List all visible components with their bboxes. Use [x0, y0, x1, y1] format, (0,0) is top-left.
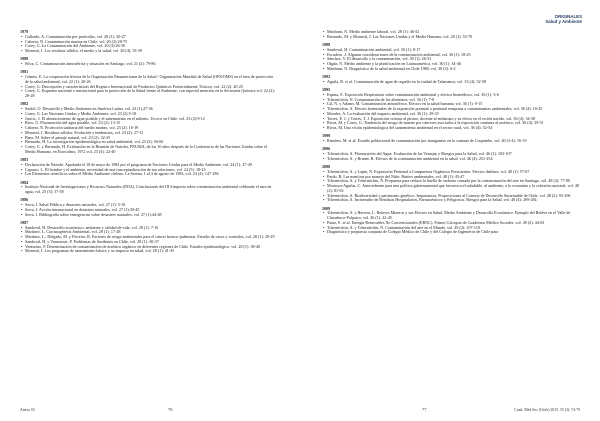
year-heading: 1982 [20, 101, 29, 107]
reference-list [20, 226, 276, 255]
page-number-left: 76 [168, 407, 173, 412]
reference-item: • Rivas, M. Una visión epidemiológica del saneamiento ambiental en el sector rural, vol. 36 (4): 52-54 [327, 126, 580, 131]
reference-item: • Tchernitchin, A. Fluoruración del Agua: Evaluación de las Ventajas y Riesgos para la Salud, vol. 46 (2): 103-107 [327, 152, 580, 157]
reference-list [20, 62, 276, 67]
reference-item: • Sarkel, O. Desarrollo y Medio Ambiente en América Latina, vol. 23 (1):27-36 [25, 107, 276, 112]
year-heading: 1999 [322, 133, 331, 139]
reference-item: • Bernardo, H. La investigación epidemiológica en salud ambiental, vol. 23 (2): 56-60 [25, 140, 276, 145]
reference-item: • Corey, G. La Contaminación del Ambiente, vol. 20 (3):26-30 [25, 44, 276, 49]
reference-list [20, 203, 276, 217]
reference-item: • Serra, I. Bibliografía sobre emergencias sobre desastres naturales, vol. 27 (1):44-48 [25, 213, 276, 218]
reference-item: • Tchernitchin, N. Contaminación de los alimentos, vol. 36 (1): 7-8 [327, 98, 580, 103]
reference-item: • Monreal, J. Los programas de saneamiento básico y su impacto en salud, vol. 28 (1): 41-45 [25, 249, 276, 254]
reference-item: • Tchernitchin, A. y Herrera, L. Relaves Mineros y sus Efectos en Salud, Medio Ambiente y Desarrollo Económico. Ejemplo del Relave en el Valle de Chacabuco-Polpaico, vol. 46 (1): 22-45 [327, 211, 580, 221]
reference-item: • Bernardo, M. y Monreal, J. Las Naciones Unidas y el Medio Humano, vol. 28 (1): 53-70 [327, 35, 580, 40]
reference-item: • Sandoval, H. Contaminación ambiental, vol. 30 (1): 8-17 [327, 48, 580, 53]
reference-item: • Morales, A. La evaluación del impacto ambiental, vol. 36 (1): 29-35 [327, 112, 580, 117]
reference-item: • Gallardo, A. Contaminación por pesticidas, vol. 20 (1): 20-27 [25, 35, 276, 40]
year-heading: 1979 [20, 29, 29, 34]
reference-item: • Cabrera, N. Contaminación marina en Chile, vol. 20 (2):28-75 [25, 40, 276, 45]
header-section-title: ORIGINALES [554, 14, 582, 19]
reference-item: • Silva, C. Contaminación atmosférica y situación en Santiago, vol. 21 (2): 79-86 [25, 62, 276, 67]
year-heading: 1987 [20, 219, 29, 225]
reference-item: • Sánchez, V. El desarrollo y la contaminación, vol. 30 (1): 26-33 [327, 57, 580, 62]
right-page-content [322, 30, 580, 235]
reference-item: • Manfrani, N. Medio ambiente laboral, vol. 28 (1): 46-52 [327, 30, 580, 35]
reference-item: • Corey, G. Descripción y características del Registro Internacional de Productos Químicos Potencialmente Tóxicos, vol. 22 (2): 20-25 [25, 85, 276, 90]
reference-item: • Juricic, J. El abastecimiento de agua potable y el saneamiento en el milenio. Un eco en Chile, vol. 23 (2):9-12 [25, 117, 276, 122]
footer-annex-label: Anexo 02 [20, 408, 35, 412]
year-heading: 2008 [322, 164, 331, 169]
reference-item: • Ramírez, M. et al. Estudio poblacional de contaminación por manganeso en la comuna de Coquimbo, vol. 40 (3-4): 16-19 [327, 139, 580, 144]
reference-item: • Sandoval, H. y Vanwasset, P. Problemas de Amibiasis en Chile, vol. 28 (1): 30-37 [25, 240, 276, 245]
reference-item: • Pautz, E. et al. Energía Renovables No Convencionales (ERNC). Primer Coloquio de Cuadernos Médico Sociales, vol. 49 (2): 44-63 [327, 221, 580, 226]
reference-item: • Monreal, J. Residuos sólidos: Evolución y tendencias, vol. 23 (2): 27-31 [25, 131, 276, 136]
reference-item: • Brox, G. Fluoruración del agua potable, vol. 23 (2): 13-15 [25, 121, 276, 126]
reference-list [20, 75, 276, 99]
reference-item: • Martínez, L. Carcinogénesis Ambiental, vol. 28 (1): 17-28 [25, 230, 276, 235]
reference-item: • Corey, G. y Bernardo, H. Evaluación en la Reunión de Nairobi, PNUMA, de los 10 años después de la Conferencia de las Naciones Unidas sobre el Medio Humano, en Estocolmo, 1972 vol. 23 (4): 22-40 [25, 145, 276, 155]
reference-item: • Tchernitchin, A. y Tchernitchin, N. Contaminación del aire en el Mundo, vol. 49 (2): 107-110 [327, 226, 580, 231]
reference-list [20, 163, 276, 177]
reference-item: • Montoya-Aguilar, C. Antecedentes para una política gubernamental que favorezca el saludable, al ambiente, a la economía y la cohesión nacional, vol. 48 (2): 81-92 [327, 184, 580, 194]
reference-list [322, 48, 580, 72]
year-heading: 1980 [20, 56, 29, 62]
reference-item: • Baez, M. Sobre el paisaje natural, vol. 23 (2): 32-35 [25, 136, 276, 141]
reference-list [322, 211, 580, 235]
section-header [545, 14, 582, 25]
year-heading: 1988 [322, 42, 331, 47]
reference-item: • Diagnóstico y propuesta conjunta de Colegio Médico de Chile y del Colegio de Ingenieros de Chile para [327, 230, 580, 235]
year-heading: 1984 [20, 179, 29, 185]
reference-item: • Tchernitchin, A. y Bruner, R. Efectos de la contaminación ambiental en la salud, vol. 46 (4): 251-254 [327, 157, 580, 162]
year-heading: 1983 [20, 157, 29, 162]
reference-item: • Cabrera, N. Protección sanitaria del medio marino, vol. 23 (2): 16-19 [25, 126, 276, 131]
reference-item: • Sandoval, H. Desarrollo económico, ambiente y calidad de vida, vol. 28 (1): 7-16 [25, 226, 276, 231]
reference-item: • Rivas, M. y Corey, G. Tendencia del riesgo de muerte por cánceres asociados a la exposición continua al arsénico, vol. 36 (4): 39-51 [327, 121, 580, 126]
reference-list [322, 30, 580, 40]
reference-list [20, 35, 276, 54]
reference-item: • Venturino, F. Determinación de contaminación de arsénico orgánico en diferentes regiones de Chile. Estudio epidemiológico, vol. 28 (1): 38-40 [25, 245, 276, 250]
year-heading: 2009 [322, 205, 331, 211]
year-heading: 1981 [20, 69, 29, 75]
right-page [300, 0, 600, 421]
reference-item: • Pardo, R. Las mentiras por manejo del Niño: Rinites ambientales, vol. 48 (1): 45-47 [327, 175, 580, 180]
reference-list [322, 152, 580, 162]
reference-item: • Olgún, N. Medio ambiente y la planificación en Latinoamérica, vol. 30 (1): 34-46 [327, 62, 580, 67]
page-number-right: 77 [422, 407, 427, 412]
reference-item: • Tchernitchin, A. Incinerador de Residuos Hospitalarios, Farmacéuticos y Peligrosos. Riesgos para la Salud, vol. 48 (4): 269-284 [327, 198, 580, 203]
year-heading: 2006 [322, 146, 331, 152]
header-section-subtitle: Salud y Ambiente [545, 19, 582, 25]
reference-item: • Martínez, L., Delgado, M. y Ferreira, R. Factores de riesgo ambientales para el cáncer bronco-pulmonar. Estudio de casos y controles, vol. 28 (1): 29-29 [25, 235, 276, 240]
reference-item: • Torres, E. J. y Torres, T. J. Exposición crónica al plomo, docente al embarazo y su efecto en el recién nacido, vol. 36 (4): 34-38 [327, 117, 580, 122]
reference-list [20, 185, 276, 195]
reference-item: • Corey, G. Esquema nacional e institucional para la protección de la Salud frente al Ambiente, con especial mención en la Secretaría Química vol. 22 (2): 20-28 [25, 89, 276, 99]
reference-item: • Gil, N. y Adams, M. Contaminación atmosférica. Efectos en la salud humana, vol. 36 (1): 9-15 [327, 102, 580, 107]
reference-item: • Tchernitchin, A. Efectos hormonales de la exposición prenatal o perinatal temprana a contaminantes ambientales, vol. 36 (4): 16-25 [327, 107, 580, 112]
reference-list [322, 80, 580, 85]
reference-list [322, 170, 580, 203]
reference-item: • Serra, I. Salud Pública y desastres naturales, vol. 27 (1): 5-10 [25, 203, 276, 208]
reference-list [322, 93, 580, 131]
reference-item: • Los Elementos científicos sobre el Medio Ambiente chileno. La Serena, 1 al 4 de agosto de 1983, vol. 24 (4): 147-186 [25, 172, 276, 177]
reference-item: • Corey, G. Las Naciones Unidas y Medio Ambiente, vol. 23 (2):5-10 [25, 112, 276, 117]
reference-item: • Gómez, E. La cooperación técnica de la Organización Panamericana de la Salud / Organización Mundial de Salud (OPS/OMS) en el área de protección de la salud ambiental, vol. 22 (1): 20-26 [25, 75, 276, 85]
reference-item: • Instituto Nacional de Investigaciones y Recursos Naturales (INIA). Conclusiones del III Simposio sobre contaminación ambiental celebrado el mes en agua, vol. 25 (3): 57-58 [25, 185, 276, 195]
reference-item: • Declaración de Nairobi. Aprobada el 18 de mayo de 1982 por el programa de Naciones Unidas para el Medio Ambiente, vol. 24 (1): 47-49 [25, 163, 276, 168]
reference-list [322, 139, 580, 144]
year-heading: 1992 [322, 74, 331, 79]
footer-citation: Cuad. Méd Soc (Chile) 2015, 55 (3): 74-79 [514, 408, 580, 412]
reference-item: • Escudero, J. Algunas consideraciones de la contaminación ambiental, vol. 30 (1): 18-25 [327, 53, 580, 58]
year-heading: 1986 [20, 197, 29, 203]
reference-item: • Tchernitchin, A. Biodiversidad y patrimonio genético. Importancia. Proposiciones al Consejo de Desarrollo Sustentable de Chile, vol. 48 (2): 93-106 [327, 194, 580, 199]
reference-item: • Aguila, R. et al. Contaminación de agua de regadío en la ciudad de Talamanca, vol. 33 (4): 52-58 [327, 80, 580, 85]
year-heading: 1995 [322, 87, 331, 92]
reference-item: • Manfrani, N. Diagnóstico de la salud ambiental en Chile 1980, vol. 30 (3): 6-2 [327, 67, 580, 72]
reference-item: • Serra, I. Acción internacional en desastres naturales, vol. 27 (1):39-45 [25, 208, 276, 213]
reference-list [20, 107, 276, 155]
reference-item: • Monreal, J. Los residuos sólidos, el medio y la salud, vol. 20 (4): 33-39 [25, 49, 276, 54]
reference-item: • Tchernitchin, A. y Tchernitchin, N. Propuesta para reducir la huella de carbono causada por la contaminación del aire en Santiago, vol. 48 (2): 77-80 [327, 179, 580, 184]
left-page-content [20, 30, 276, 254]
reference-item: • Capurro, L. El hombre y el ambiente, necesidad de una conceptualización de sus relaciones, vol. 24 (5): 18-23 [25, 168, 276, 173]
reference-item: • Tchernitchin, A. y Lapin, N. Exposición Perinatal a Compuestos Orgánicos Persistentes. Efectos dañinos, vol. 48 (1): 57-67 [327, 170, 580, 175]
reference-item: • Espina, E. Exposición Respiratoria sobre contaminación ambiental y efectos biomédicos, vol. 36 (1): 3-6 [327, 93, 580, 98]
